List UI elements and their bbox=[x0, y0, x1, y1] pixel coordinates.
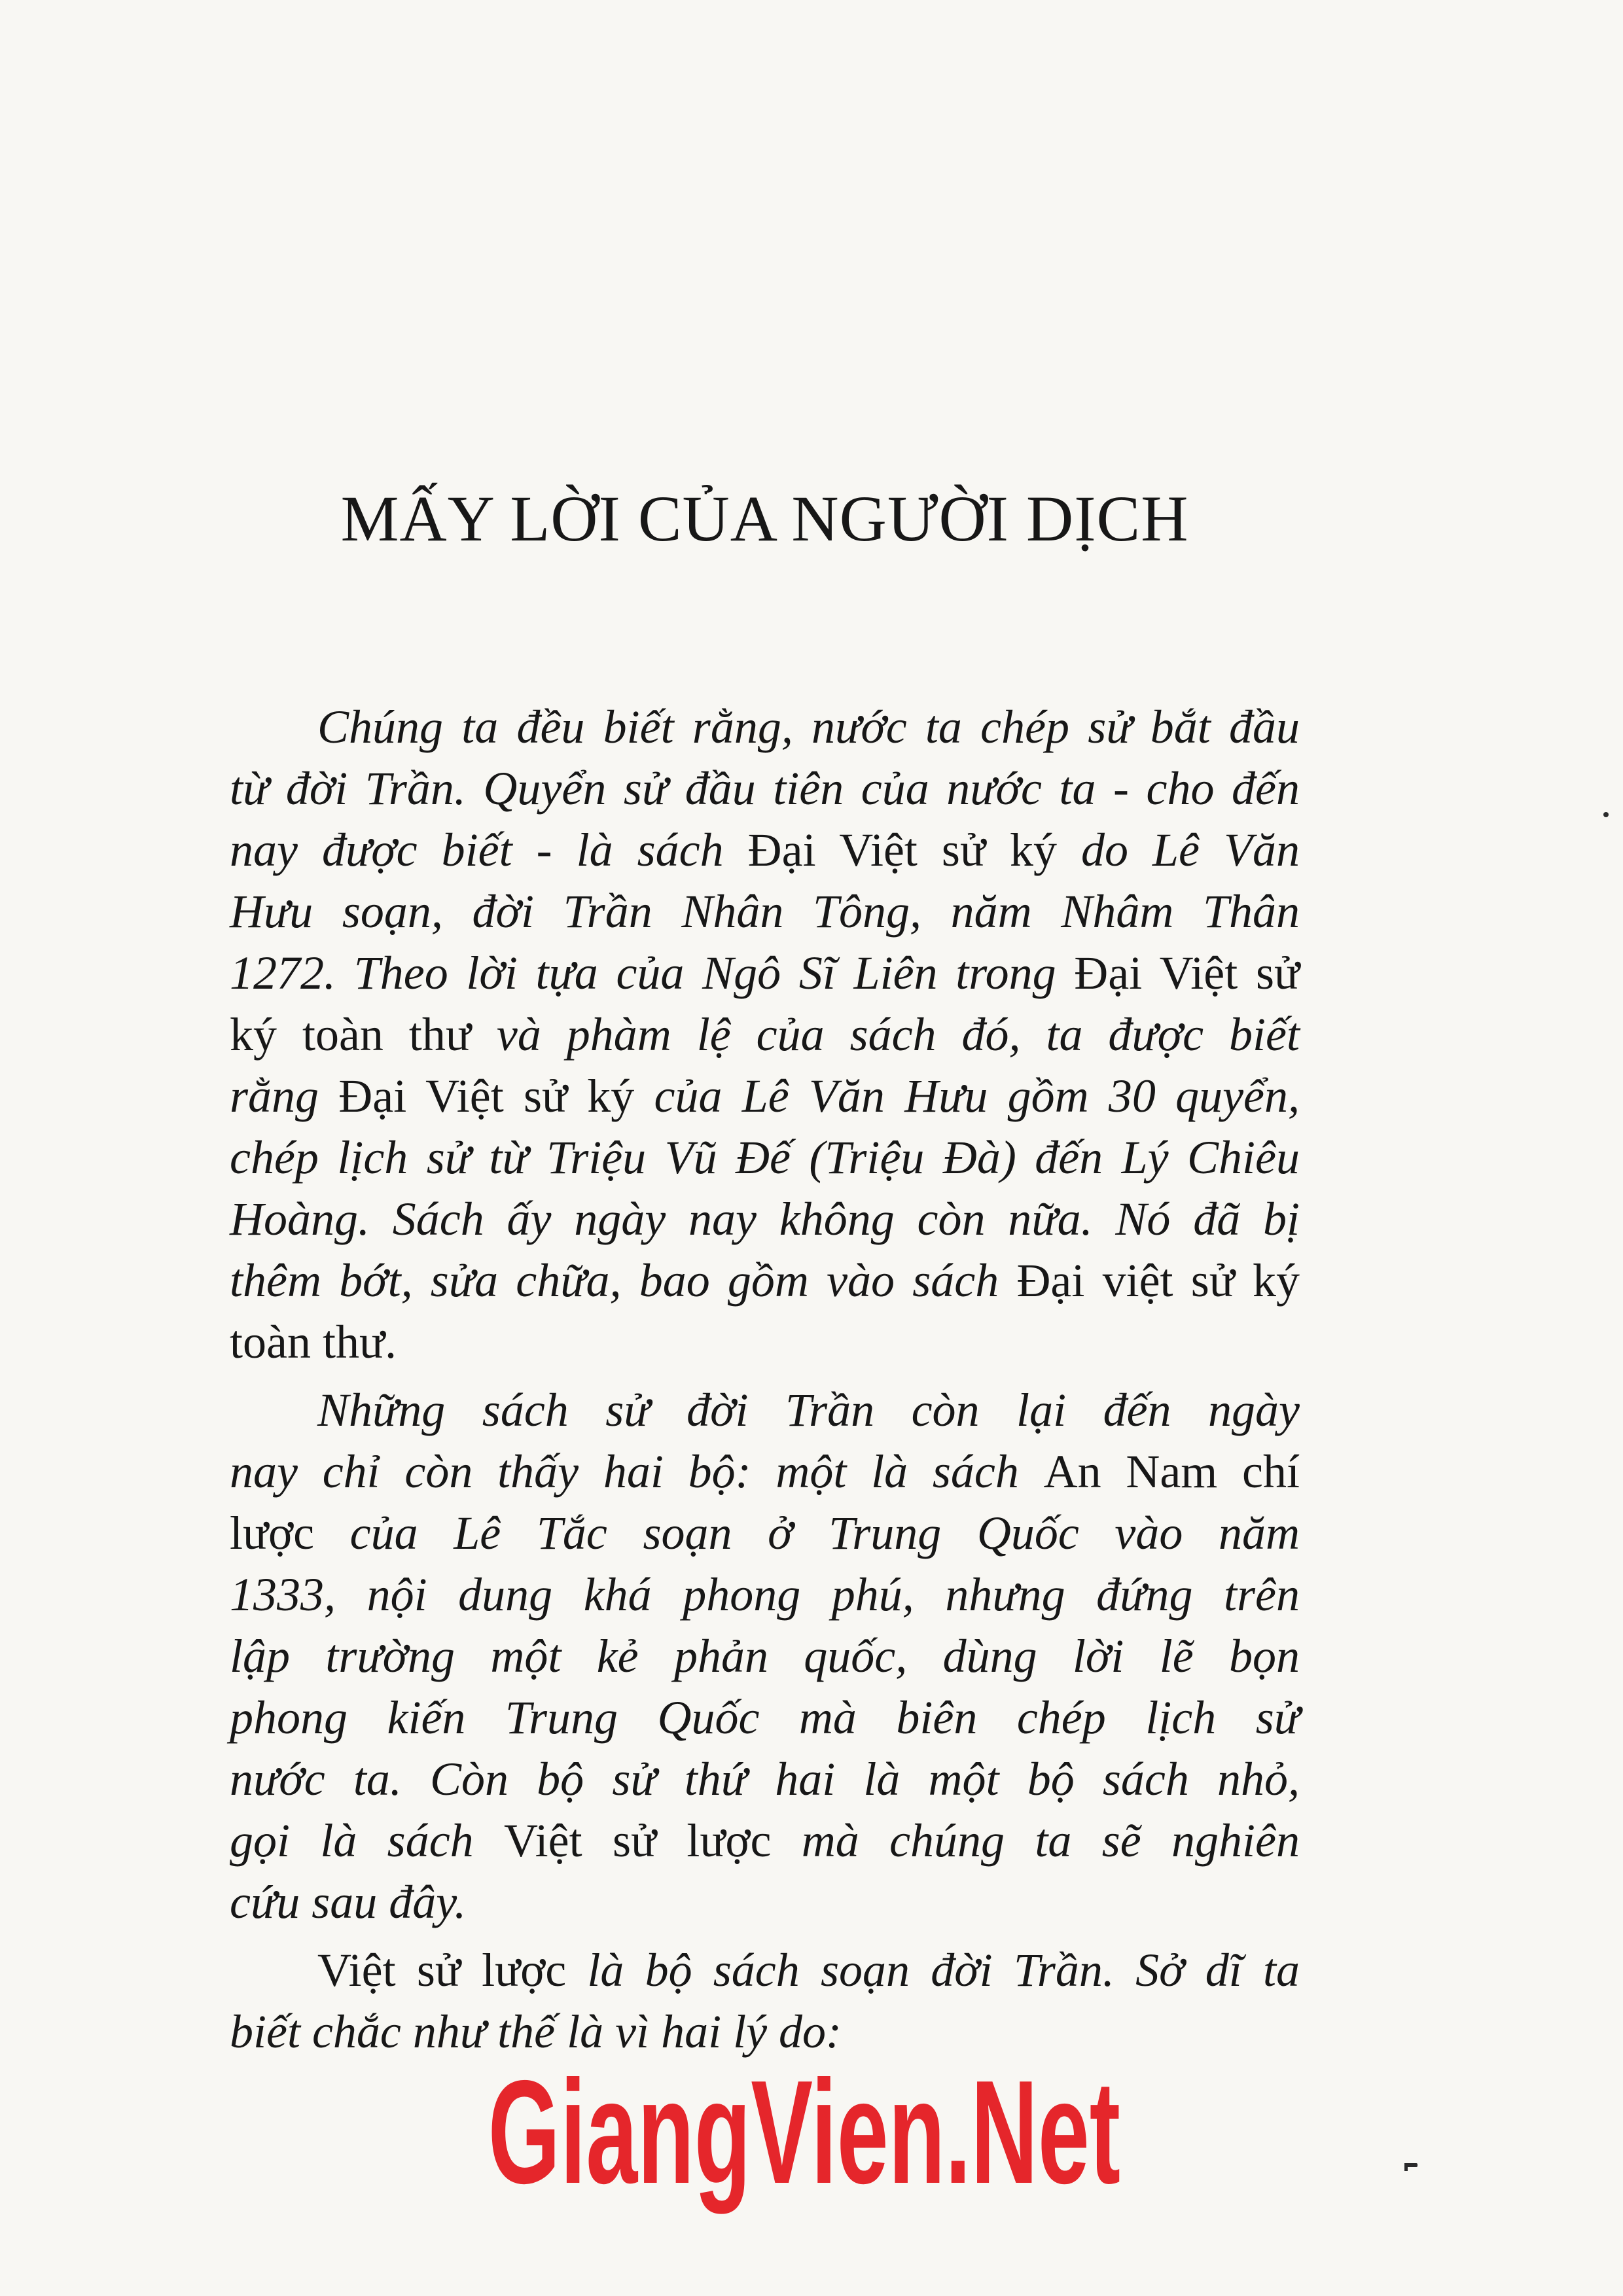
text-segment: 1272. Theo lời tựa của Ngô Sĩ Liên trong bbox=[230, 947, 1075, 999]
text-segment: lập trường một kẻ phản quốc, dùng lời lẽ bọn bbox=[230, 1630, 1300, 1682]
text-segment: và phàm lệ của sách đó, ta được biết bbox=[471, 1008, 1300, 1061]
page-title: MẤY LỜI CỦA NGƯỜI DỊCH bbox=[340, 482, 1189, 555]
paragraph bbox=[230, 696, 1300, 1373]
book-title: Đại Việt sử bbox=[1074, 947, 1300, 999]
body-text bbox=[230, 696, 1300, 2069]
book-title: lược bbox=[230, 1507, 315, 1559]
text-segment: mà chúng ta sẽ nghiên bbox=[771, 1814, 1300, 1867]
text-segment: nước ta. Còn bộ sử thứ hai là một bộ sách nhỏ, bbox=[230, 1753, 1300, 1805]
book-title: Việt sử lược bbox=[317, 1944, 567, 1996]
text-segment: nay chỉ còn thấy hai bộ: một là sách bbox=[230, 1445, 1044, 1498]
text-segment: chép lịch sử từ Triệu Vũ Đế (Triệu Đà) đến Lý Chiêu bbox=[230, 1131, 1300, 1184]
text-line bbox=[230, 1502, 1300, 1564]
text-segment: thêm bớt, sửa chữa, bao gồm vào sách bbox=[230, 1254, 1017, 1307]
book-title: Đại Việt sử ký bbox=[747, 824, 1057, 876]
book-title: Đại Việt sử ký bbox=[338, 1070, 635, 1122]
scan-speck bbox=[1603, 812, 1609, 817]
text-segment: của Lê Văn Hưu gồm 30 quyển, bbox=[634, 1070, 1300, 1122]
paragraph bbox=[230, 1379, 1300, 1933]
book-title: ký toàn thư bbox=[230, 1008, 471, 1061]
text-segment: của Lê Tắc soạn ở Trung Quốc vào năm bbox=[314, 1507, 1300, 1559]
text-line bbox=[230, 1748, 1300, 1810]
text-line bbox=[230, 1564, 1300, 1625]
text-line bbox=[230, 942, 1300, 1004]
text-segment: rằng bbox=[230, 1070, 339, 1122]
text-segment: Hoàng. Sách ấy ngày nay không còn nữa. Nó đã bị bbox=[230, 1193, 1300, 1245]
text-segment: từ đời Trần. Quyển sử đầu tiên của nước ta - cho đến bbox=[230, 762, 1300, 815]
text-segment: phong kiến Trung Quốc mà biên chép lịch sử bbox=[230, 1691, 1300, 1744]
text-line bbox=[230, 1871, 1300, 1933]
text-segment: do Lê Văn bbox=[1056, 824, 1300, 876]
text-segment: cứu sau đây. bbox=[230, 1876, 467, 1928]
paragraph bbox=[230, 1939, 1300, 2062]
text-line bbox=[230, 1188, 1300, 1250]
text-line bbox=[230, 1250, 1300, 1311]
text-line bbox=[230, 1687, 1300, 1748]
text-segment: là bộ sách soạn đời Trần. Sở dĩ ta bbox=[566, 1944, 1300, 1996]
text-line bbox=[230, 881, 1300, 942]
text-segment: gọi là sách bbox=[230, 1814, 504, 1867]
text-segment: Hưu soạn, đời Trần Nhân Tông, năm Nhâm Thân bbox=[230, 885, 1300, 938]
text-segment: 1333, nội dung khá phong phú, nhưng đứng trên bbox=[230, 1568, 1300, 1621]
text-line bbox=[230, 758, 1300, 819]
text-line bbox=[230, 819, 1300, 881]
book-title: toàn thư. bbox=[230, 1316, 397, 1368]
scan-speck bbox=[1404, 2163, 1418, 2167]
text-line bbox=[230, 1625, 1300, 1687]
text-segment: biết chắc như thế là vì hai lý do: bbox=[230, 2005, 842, 2058]
text-line bbox=[230, 1004, 1300, 1065]
text-line bbox=[230, 1441, 1300, 1502]
text-line bbox=[230, 1311, 1300, 1373]
text-segment: Những sách sử đời Trần còn lại đến ngày bbox=[317, 1384, 1300, 1436]
book-title: Đại việt sử ký bbox=[1016, 1254, 1300, 1307]
text-segment: Chúng ta đều biết rằng, nước ta chép sử bắt đầu bbox=[317, 701, 1300, 753]
text-segment: nay được biết - là sách bbox=[230, 824, 748, 876]
text-line bbox=[230, 1065, 1300, 1127]
watermark bbox=[0, 2049, 1609, 2214]
book-title: An Nam chí bbox=[1043, 1445, 1300, 1498]
text-line bbox=[230, 696, 1300, 758]
text-line bbox=[230, 1127, 1300, 1188]
text-line bbox=[230, 1939, 1300, 2001]
book-title: Việt sử lược bbox=[504, 1814, 772, 1867]
text-line bbox=[230, 1379, 1300, 1441]
text-line bbox=[230, 1810, 1300, 1871]
watermark-text: GiangVien.Net bbox=[488, 2049, 1121, 2214]
